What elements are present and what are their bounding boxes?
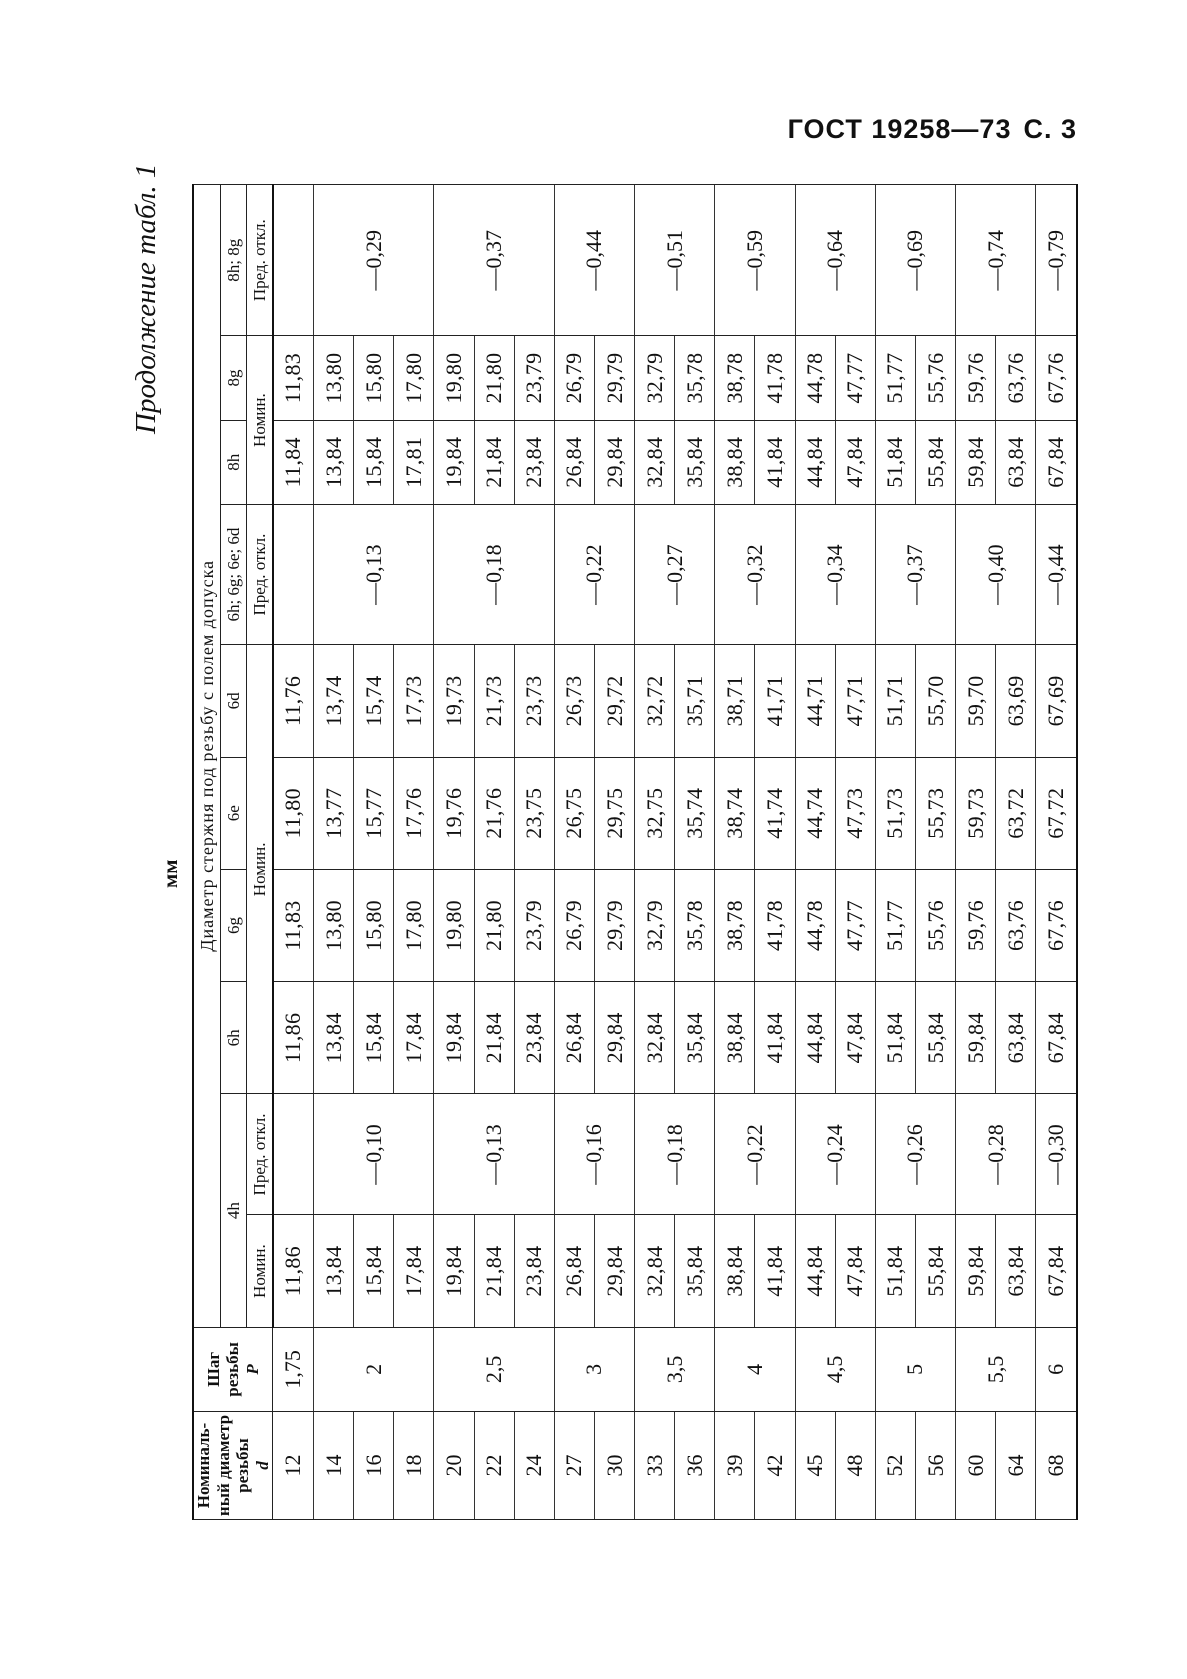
cell-6-dev: —0,13 xyxy=(314,504,434,644)
cell-6h-nom: 47,84 xyxy=(835,982,875,1094)
cell-6e-nom: 21,76 xyxy=(474,757,514,869)
cell-4h-nom: 63,84 xyxy=(996,1215,1036,1327)
table-row xyxy=(314,185,354,1520)
cell-4h-nom: 15,84 xyxy=(354,1215,394,1327)
cell-6g-nom: 38,78 xyxy=(715,869,755,981)
cell-4h-nom: 35,84 xyxy=(675,1215,715,1327)
cell-6e-nom: 47,73 xyxy=(835,757,875,869)
sub-header-dev-6: Пред. откл. xyxy=(246,504,272,644)
cell-6g-nom: 19,80 xyxy=(434,869,474,981)
cell-6h-nom: 11,86 xyxy=(273,982,314,1094)
cell-6g-nom: 32,79 xyxy=(635,869,675,981)
cell-8h-nom: 15,84 xyxy=(354,420,394,504)
cell-8g-nom: 59,76 xyxy=(956,336,996,420)
table-row xyxy=(956,185,996,1520)
cell-8g-nom: 67,76 xyxy=(1036,336,1077,420)
cell-4h-nom: 55,84 xyxy=(915,1215,955,1327)
cell-6e-nom: 59,73 xyxy=(956,757,996,869)
cell-6d-nom: 21,73 xyxy=(474,645,514,757)
cell-6h-nom: 17,84 xyxy=(394,982,434,1094)
cell-8-dev: —0,69 xyxy=(875,185,955,336)
cell-6e-nom: 17,76 xyxy=(394,757,434,869)
cell-4h-nom: 41,84 xyxy=(755,1215,795,1327)
cell-8-dev: —0,51 xyxy=(635,185,715,336)
cell-6e-nom: 67,72 xyxy=(1036,757,1077,869)
table-row xyxy=(1036,185,1077,1520)
table-row xyxy=(434,185,474,1520)
table-row xyxy=(273,185,314,1520)
cell-nominal-diameter: 56 xyxy=(915,1412,955,1520)
cell-nominal-diameter: 30 xyxy=(594,1412,634,1520)
cell-6e-nom: 63,72 xyxy=(996,757,1036,869)
group-header: Диаметр стержня под резьбу с полем допуска xyxy=(193,185,221,1328)
cell-6g-nom: 17,80 xyxy=(394,869,434,981)
cell-8g-nom: 38,78 xyxy=(715,336,755,420)
table-row xyxy=(675,185,715,1520)
cell-6d-nom: 15,74 xyxy=(354,645,394,757)
cell-nominal-diameter: 39 xyxy=(715,1412,755,1520)
cell-6-dev: —0,27 xyxy=(635,504,715,644)
sub-header-nom-8: Номин. xyxy=(246,336,272,504)
cell-6h-nom: 35,84 xyxy=(675,982,715,1094)
cell-8-dev: —0,37 xyxy=(434,185,554,336)
cell-6-dev: —0,32 xyxy=(715,504,795,644)
cell-6h-nom: 21,84 xyxy=(474,982,514,1094)
cell-pitch: 6 xyxy=(1036,1327,1077,1411)
cell-pitch: 5,5 xyxy=(956,1327,1036,1411)
table-row xyxy=(996,185,1036,1520)
tol-header-6g: 6g xyxy=(221,869,247,981)
cell-6d-nom: 59,70 xyxy=(956,645,996,757)
cell-6e-nom: 29,75 xyxy=(594,757,634,869)
cell-pitch: 2 xyxy=(314,1327,434,1411)
cell-6e-nom: 44,74 xyxy=(795,757,835,869)
continuation-label: Продолжение табл. 1 xyxy=(130,163,162,434)
cell-4h-dev xyxy=(273,1094,314,1215)
cell-6d-nom: 11,76 xyxy=(273,645,314,757)
cell-6h-nom: 15,84 xyxy=(354,982,394,1094)
cell-pitch: 3 xyxy=(554,1327,634,1411)
cell-8h-nom: 26,84 xyxy=(554,420,594,504)
sub-header-nom-6: Номин. xyxy=(246,645,272,1094)
cell-6h-nom: 41,84 xyxy=(755,982,795,1094)
cell-nominal-diameter: 42 xyxy=(755,1412,795,1520)
cell-6e-nom: 41,74 xyxy=(755,757,795,869)
cell-6e-nom: 32,75 xyxy=(635,757,675,869)
cell-6d-nom: 41,71 xyxy=(755,645,795,757)
cell-4h-dev: —0,18 xyxy=(635,1094,715,1215)
cell-6e-nom: 11,80 xyxy=(273,757,314,869)
cell-6g-nom: 11,83 xyxy=(273,869,314,981)
cell-nominal-diameter: 45 xyxy=(795,1412,835,1520)
cell-6g-nom: 41,78 xyxy=(755,869,795,981)
cell-pitch: 3,5 xyxy=(635,1327,715,1411)
tol-header-6group: 6h; 6g; 6e; 6d xyxy=(221,504,247,644)
cell-8g-nom: 35,78 xyxy=(675,336,715,420)
cell-6g-nom: 35,78 xyxy=(675,869,715,981)
cell-6d-nom: 19,73 xyxy=(434,645,474,757)
tol-header-6d: 6d xyxy=(221,645,247,757)
cell-8h-nom: 41,84 xyxy=(755,420,795,504)
cell-8h-nom: 13,84 xyxy=(314,420,354,504)
cell-nominal-diameter: 20 xyxy=(434,1412,474,1520)
cell-nominal-diameter: 64 xyxy=(996,1412,1036,1520)
cell-6g-nom: 51,77 xyxy=(875,869,915,981)
cell-4h-nom: 19,84 xyxy=(434,1215,474,1327)
cell-6h-nom: 32,84 xyxy=(635,982,675,1094)
cell-6d-nom: 13,74 xyxy=(314,645,354,757)
cell-4h-nom: 51,84 xyxy=(875,1215,915,1327)
cell-pitch: 1,75 xyxy=(273,1327,314,1411)
cell-8h-nom: 23,84 xyxy=(514,420,554,504)
cell-8h-nom: 11,84 xyxy=(273,420,314,504)
cell-6d-nom: 63,69 xyxy=(996,645,1036,757)
cell-8g-nom: 11,83 xyxy=(273,336,314,420)
cell-pitch: 2,5 xyxy=(434,1327,554,1411)
cell-8g-nom: 41,78 xyxy=(755,336,795,420)
cell-6g-nom: 13,80 xyxy=(314,869,354,981)
cell-6d-nom: 55,70 xyxy=(915,645,955,757)
cell-8g-nom: 51,77 xyxy=(875,336,915,420)
cell-6g-nom: 29,79 xyxy=(594,869,634,981)
table-row xyxy=(915,185,955,1520)
cell-pitch: 4 xyxy=(715,1327,795,1411)
cell-4h-nom: 21,84 xyxy=(474,1215,514,1327)
cell-6e-nom: 13,77 xyxy=(314,757,354,869)
cell-4h-nom: 23,84 xyxy=(514,1215,554,1327)
cell-nominal-diameter: 18 xyxy=(394,1412,434,1520)
cell-nominal-diameter: 68 xyxy=(1036,1412,1077,1520)
cell-6h-nom: 13,84 xyxy=(314,982,354,1094)
cell-6g-nom: 26,79 xyxy=(554,869,594,981)
cell-8g-nom: 47,77 xyxy=(835,336,875,420)
table-row xyxy=(835,185,875,1520)
cell-nominal-diameter: 33 xyxy=(635,1412,675,1520)
cell-6h-nom: 38,84 xyxy=(715,982,755,1094)
cell-6h-nom: 26,84 xyxy=(554,982,594,1094)
cell-6g-nom: 21,80 xyxy=(474,869,514,981)
table-row xyxy=(474,185,514,1520)
table-row xyxy=(755,185,795,1520)
cell-nominal-diameter: 60 xyxy=(956,1412,996,1520)
units-label: мм xyxy=(158,859,182,888)
cell-6d-nom: 32,72 xyxy=(635,645,675,757)
tol-header-8group: 8h; 8g xyxy=(221,185,247,336)
table-row xyxy=(594,185,634,1520)
tol-header-8h: 8h xyxy=(221,420,247,504)
sub-header-nom-4h: Номин. xyxy=(246,1215,272,1327)
tol-header-6e: 6e xyxy=(221,757,247,869)
cell-6e-nom: 15,77 xyxy=(354,757,394,869)
cell-6h-nom: 59,84 xyxy=(956,982,996,1094)
cell-4h-dev: —0,13 xyxy=(434,1094,554,1215)
thread-diameter-table xyxy=(192,184,1069,1520)
cell-6e-nom: 26,75 xyxy=(554,757,594,869)
col-header-nominal-diameter: Номиналь-ный диаметр резьбы d xyxy=(193,1412,273,1520)
page-header xyxy=(788,114,1077,145)
cell-8h-nom: 35,84 xyxy=(675,420,715,504)
cell-6d-nom: 44,71 xyxy=(795,645,835,757)
cell-6h-nom: 63,84 xyxy=(996,982,1036,1094)
cell-4h-nom: 29,84 xyxy=(594,1215,634,1327)
table-body xyxy=(273,185,1077,1520)
col-header-pitch: Шаг резьбы P xyxy=(193,1327,273,1411)
cell-6-dev: —0,40 xyxy=(956,504,1036,644)
cell-8h-nom: 19,84 xyxy=(434,420,474,504)
page-number: С. 3 xyxy=(1023,114,1077,144)
cell-6h-nom: 67,84 xyxy=(1036,982,1077,1094)
cell-8h-nom: 17,81 xyxy=(394,420,434,504)
cell-8-dev: —0,29 xyxy=(314,185,434,336)
cell-8-dev xyxy=(273,185,314,336)
tol-header-6h: 6h xyxy=(221,982,247,1094)
cell-nominal-diameter: 27 xyxy=(554,1412,594,1520)
tol-header-4h: 4h xyxy=(221,1094,247,1327)
cell-4h-nom: 26,84 xyxy=(554,1215,594,1327)
cell-6h-nom: 19,84 xyxy=(434,982,474,1094)
cell-6-dev: —0,37 xyxy=(875,504,955,644)
table-row xyxy=(394,185,434,1520)
cell-8g-nom: 44,78 xyxy=(795,336,835,420)
cell-4h-nom: 13,84 xyxy=(314,1215,354,1327)
cell-6d-nom: 47,71 xyxy=(835,645,875,757)
sub-header-dev-4h: Пред. откл. xyxy=(246,1094,272,1215)
cell-6d-nom: 38,71 xyxy=(715,645,755,757)
cell-8g-nom: 19,80 xyxy=(434,336,474,420)
cell-8h-nom: 67,84 xyxy=(1036,420,1077,504)
cell-8h-nom: 55,84 xyxy=(915,420,955,504)
cell-6d-nom: 67,69 xyxy=(1036,645,1077,757)
cell-8h-nom: 29,84 xyxy=(594,420,634,504)
cell-nominal-diameter: 52 xyxy=(875,1412,915,1520)
sub-header-dev-8: Пред. откл. xyxy=(246,185,272,336)
cell-nominal-diameter: 16 xyxy=(354,1412,394,1520)
cell-6e-nom: 35,74 xyxy=(675,757,715,869)
cell-4h-nom: 67,84 xyxy=(1036,1215,1077,1327)
cell-4h-dev: —0,28 xyxy=(956,1094,1036,1215)
cell-4h-nom: 11,86 xyxy=(273,1215,314,1327)
cell-4h-dev: —0,22 xyxy=(715,1094,795,1215)
cell-4h-nom: 32,84 xyxy=(635,1215,675,1327)
cell-4h-dev: —0,16 xyxy=(554,1094,634,1215)
cell-6d-nom: 17,73 xyxy=(394,645,434,757)
standard-number: ГОСТ 19258—73 xyxy=(787,114,1012,144)
cell-6g-nom: 55,76 xyxy=(915,869,955,981)
cell-6d-nom: 35,71 xyxy=(675,645,715,757)
cell-6h-nom: 23,84 xyxy=(514,982,554,1094)
cell-6d-nom: 23,73 xyxy=(514,645,554,757)
cell-6e-nom: 19,76 xyxy=(434,757,474,869)
cell-6e-nom: 38,74 xyxy=(715,757,755,869)
cell-8-dev: —0,44 xyxy=(554,185,634,336)
cell-4h-nom: 38,84 xyxy=(715,1215,755,1327)
cell-8h-nom: 63,84 xyxy=(996,420,1036,504)
cell-6e-nom: 23,75 xyxy=(514,757,554,869)
cell-pitch: 4,5 xyxy=(795,1327,875,1411)
cell-6g-nom: 63,76 xyxy=(996,869,1036,981)
cell-6g-nom: 15,80 xyxy=(354,869,394,981)
cell-6d-nom: 26,73 xyxy=(554,645,594,757)
cell-nominal-diameter: 22 xyxy=(474,1412,514,1520)
cell-6e-nom: 51,73 xyxy=(875,757,915,869)
cell-6g-nom: 67,76 xyxy=(1036,869,1077,981)
cell-6d-nom: 29,72 xyxy=(594,645,634,757)
cell-nominal-diameter: 36 xyxy=(675,1412,715,1520)
cell-6-dev: —0,18 xyxy=(434,504,554,644)
cell-nominal-diameter: 14 xyxy=(314,1412,354,1520)
cell-4h-dev: —0,30 xyxy=(1036,1094,1077,1215)
table-row xyxy=(554,185,594,1520)
table-row xyxy=(875,185,915,1520)
cell-nominal-diameter: 24 xyxy=(514,1412,554,1520)
cell-8h-nom: 38,84 xyxy=(715,420,755,504)
table-row xyxy=(795,185,835,1520)
cell-8g-nom: 29,79 xyxy=(594,336,634,420)
cell-6g-nom: 47,77 xyxy=(835,869,875,981)
cell-8g-nom: 21,80 xyxy=(474,336,514,420)
cell-8g-nom: 63,76 xyxy=(996,336,1036,420)
cell-8g-nom: 17,80 xyxy=(394,336,434,420)
cell-8g-nom: 23,79 xyxy=(514,336,554,420)
cell-4h-dev: —0,24 xyxy=(795,1094,875,1215)
table-row xyxy=(635,185,675,1520)
cell-6-dev xyxy=(273,504,314,644)
cell-4h-nom: 17,84 xyxy=(394,1215,434,1327)
cell-8h-nom: 47,84 xyxy=(835,420,875,504)
cell-6h-nom: 55,84 xyxy=(915,982,955,1094)
cell-8h-nom: 44,84 xyxy=(795,420,835,504)
cell-8h-nom: 32,84 xyxy=(635,420,675,504)
cell-4h-nom: 47,84 xyxy=(835,1215,875,1327)
cell-8-dev: —0,64 xyxy=(795,185,875,336)
cell-4h-dev: —0,26 xyxy=(875,1094,955,1215)
table xyxy=(192,184,1078,1520)
cell-6g-nom: 44,78 xyxy=(795,869,835,981)
cell-4h-nom: 44,84 xyxy=(795,1215,835,1327)
cell-8-dev: —0,59 xyxy=(715,185,795,336)
cell-8g-nom: 55,76 xyxy=(915,336,955,420)
table-row xyxy=(354,185,394,1520)
cell-4h-dev: —0,10 xyxy=(314,1094,434,1215)
tol-header-8g: 8g xyxy=(221,336,247,420)
cell-6-dev: —0,22 xyxy=(554,504,634,644)
cell-pitch: 5 xyxy=(875,1327,955,1411)
cell-6g-nom: 59,76 xyxy=(956,869,996,981)
cell-8-dev: —0,74 xyxy=(956,185,1036,336)
cell-6h-nom: 44,84 xyxy=(795,982,835,1094)
cell-8g-nom: 13,80 xyxy=(314,336,354,420)
cell-8g-nom: 32,79 xyxy=(635,336,675,420)
cell-6h-nom: 51,84 xyxy=(875,982,915,1094)
cell-nominal-diameter: 48 xyxy=(835,1412,875,1520)
cell-8g-nom: 15,80 xyxy=(354,336,394,420)
cell-nominal-diameter: 12 xyxy=(273,1412,314,1520)
cell-4h-nom: 59,84 xyxy=(956,1215,996,1327)
cell-8-dev: —0,79 xyxy=(1036,185,1077,336)
cell-6-dev: —0,34 xyxy=(795,504,875,644)
cell-8h-nom: 21,84 xyxy=(474,420,514,504)
table-row xyxy=(514,185,554,1520)
cell-8h-nom: 59,84 xyxy=(956,420,996,504)
cell-6g-nom: 23,79 xyxy=(514,869,554,981)
cell-6h-nom: 29,84 xyxy=(594,982,634,1094)
cell-8g-nom: 26,79 xyxy=(554,336,594,420)
cell-6-dev: —0,44 xyxy=(1036,504,1077,644)
cell-6e-nom: 55,73 xyxy=(915,757,955,869)
table-row xyxy=(715,185,755,1520)
cell-6d-nom: 51,71 xyxy=(875,645,915,757)
cell-8h-nom: 51,84 xyxy=(875,420,915,504)
